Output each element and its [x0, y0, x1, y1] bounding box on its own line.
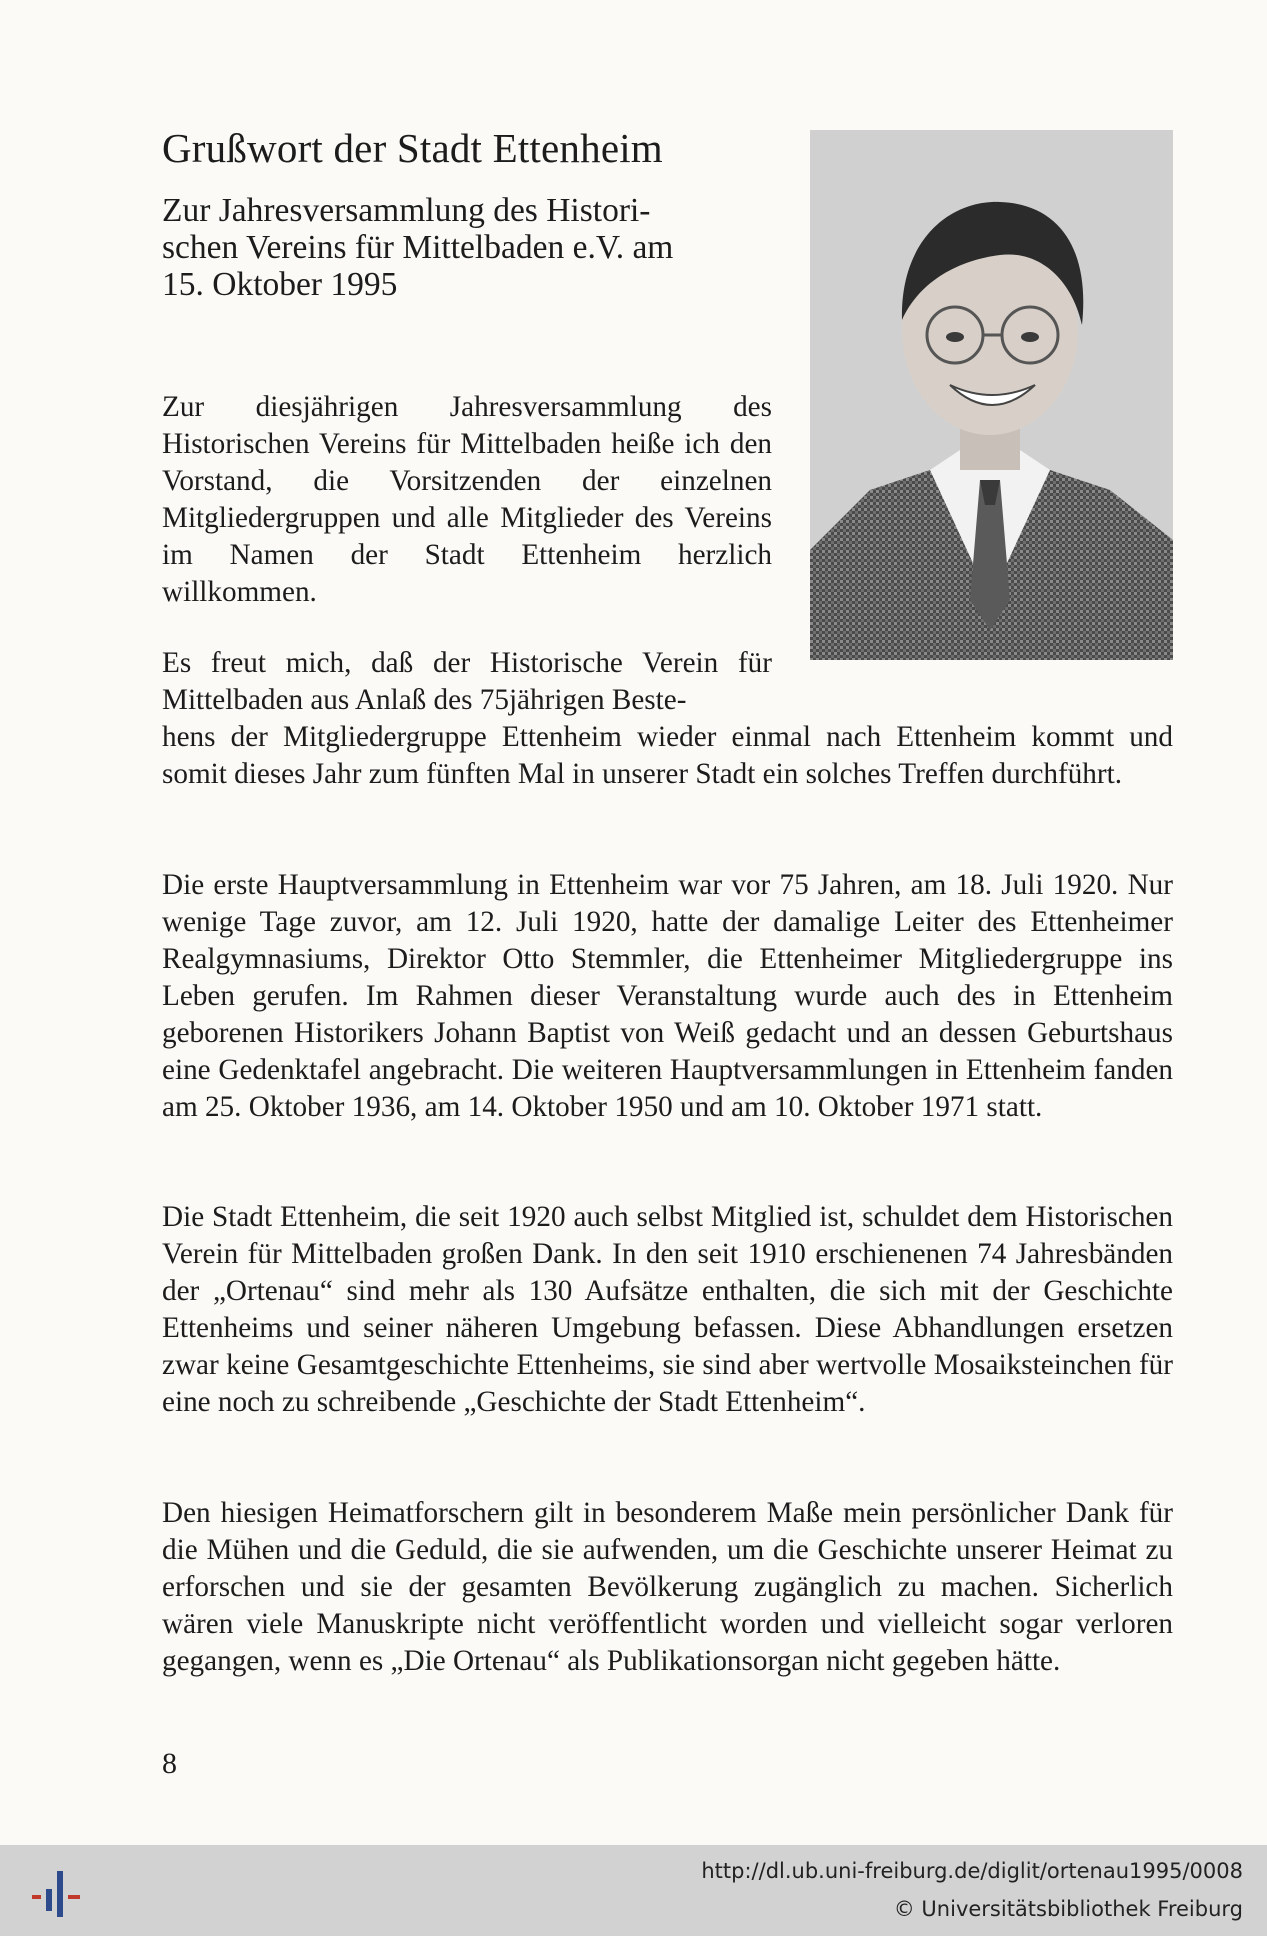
library-logo-icon — [30, 1865, 86, 1921]
subtitle-line: Zur Jahresversammlung des Histori- — [162, 192, 651, 229]
page-number: 8 — [162, 1747, 177, 1780]
paragraph-1: Zur diesjährigen Jahresversammlung des Historischen Vereins für Mittelbaden heiße ich den Vorstand, die Vorsitzenden der einzelnen Mitgliedergruppen und alle Mitglieder des Vereins im Namen der Stadt Ettenheim herzlich willkommen. — [162, 391, 772, 608]
paragraph-5: Den hiesigen Heimatforschern gilt in besonderem Maße mein persönlicher Dank für die Mühen und die Geduld, die sie aufwenden, um die Geschichte unserer Heimat zu erforschen und sie der gesamten Bevölkerung zugänglich zu machen. Sicherlich wären viele Manuskripte nicht veröffentlicht worden und vielleicht sogar verloren gegangen, wenn es „Die Ortenau“ als Publikationsorgan nicht gegeben hätte. — [162, 1497, 1173, 1677]
portrait-photo — [810, 130, 1173, 660]
page-title: Grußwort der Stadt Ettenheim — [162, 125, 663, 171]
paragraph-4: Die Stadt Ettenheim, die seit 1920 auch selbst Mitglied ist, schuldet dem Historischen Verein für Mittelbaden großen Dank. In den seit 1910 erschienenen 74 Jahresbänden der „Ortenau“ sind mehr als 130 Aufsätze enthalten, die sich mit der Geschichte Ettenheims und seiner näheren Umgebung befassen. Diese Abhandlungen ersetzen zwar keine Gesamtgeschichte Ettenheims, sie sind aber wertvolle Mosaiksteinchen für eine noch zu schreibende „Geschichte der Stadt Ettenheim“. — [162, 1201, 1173, 1418]
page-subtitle — [162, 192, 782, 303]
subtitle-line: schen Vereins für Mittelbaden e.V. am — [162, 229, 674, 266]
paragraph-2-wide: hens der Mitgliedergruppe Ettenheim wieder einmal nach Ettenheim kommt und somit dieses Jahr zum fünften Mal in unserer Stadt ein solches Treffen durchführt. — [162, 721, 1173, 790]
paragraph-3: Die erste Hauptversammlung in Ettenheim war vor 75 Jahren, am 18. Juli 1920. Nur wenige Tage zuvor, am 12. Juli 1920, hatte der damalige Leiter des Ettenheimer Realgymnasiums, Direktor Otto Stemmler, die Ettenheimer Mitgliedergruppe ins Leben gerufen. Im Rahmen dieser Veranstaltung wurde auch des in Ettenheim geborenen Historikers Johann Baptist von Weiß gedacht und an dessen Geburtshaus eine Gedenktafel angebracht. Die weiteren Hauptversammlungen in Ettenheim fanden am 25. Oktober 1936, am 14. Oktober 1950 und am 10. Oktober 1971 statt. — [162, 869, 1173, 1123]
paragraph-2 — [162, 645, 1173, 793]
library-footer — [0, 1845, 1267, 1936]
footer-copyright: © Universitätsbibliothek Freiburg — [893, 1897, 1243, 1921]
subtitle-line: 15. Oktober 1995 — [162, 266, 398, 303]
footer-url-link[interactable]: http://dl.ub.uni-freiburg.de/diglit/ortenau1995/0008 — [701, 1859, 1243, 1883]
portrait-illustration — [810, 130, 1173, 660]
paragraph-2-narrow: Es freut mich, daß der Historische Verein für Mittelbaden aus Anlaß des 75jährigen Beste- — [162, 647, 772, 716]
